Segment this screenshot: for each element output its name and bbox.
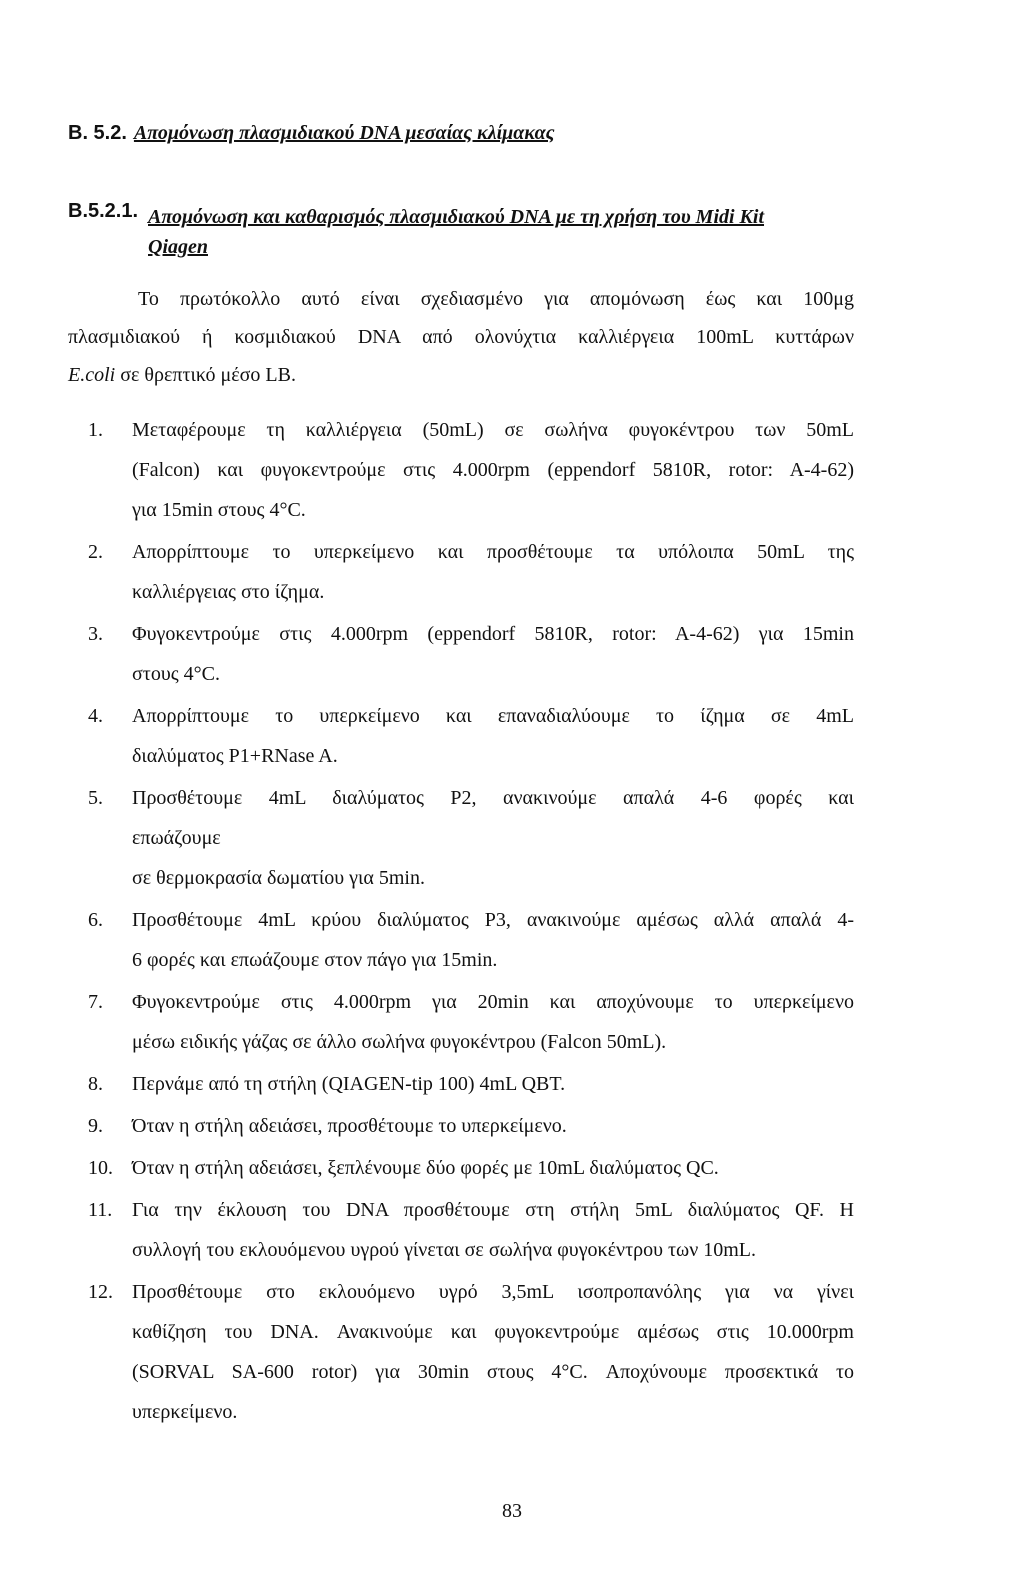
step-line: Απορρίπτουμε το υπερκείμενο και επαναδιαλύουμε το ίζημα σε 4mL — [132, 705, 854, 727]
step-line: Φυγοκεντρούμε στις 4.000rpm για 20min και αποχύνουμε το υπερκείμενο — [132, 991, 854, 1013]
step-text — [132, 982, 854, 1062]
subsection-title-line2: Qiagen — [148, 236, 208, 258]
step-line: Προσθέτουμε 4mL διαλύματος P2, ανακινούμε απαλά 4-6 φορές και — [132, 787, 854, 809]
step-text — [132, 1106, 854, 1146]
step-number: 3. — [88, 623, 103, 645]
page-number: 83 — [502, 1500, 522, 1522]
section-title: Απομόνωση πλασμιδιακού DNA μεσαίας κλίμακας — [133, 122, 555, 144]
step-line: υπερκείμενο. — [132, 1401, 238, 1423]
step-line: Για την έκλουση του DNA προσθέτουμε στη στήλη 5mL διαλύματος QF. Η — [132, 1199, 854, 1221]
step-text — [132, 410, 854, 530]
step-number: 11. — [88, 1199, 113, 1221]
step-number: 5. — [88, 787, 103, 809]
step-line: Μεταφέρουμε τη καλλιέργεια (50mL) σε σωλήνα φυγοκέντρου των 50mL — [132, 419, 854, 441]
step-text — [132, 1148, 854, 1188]
step-line: Προσθέτουμε στο εκλουόμενο υγρό 3,5mL ισοπροπανόλης για να γίνει — [132, 1281, 854, 1303]
step-line: Όταν η στήλη αδειάσει, προσθέτουμε το υπερκείμενο. — [132, 1115, 567, 1137]
step-line: διαλύματος P1+RNase A. — [132, 745, 338, 767]
step-text — [132, 1064, 854, 1104]
step-number: 10. — [88, 1157, 113, 1179]
step-line: για 15min στους 4°C. — [132, 499, 306, 521]
step-text — [132, 532, 854, 612]
step-line: επωάζουμε — [132, 827, 221, 849]
step-line: Όταν η στήλη αδειάσει, ξεπλένουμε δύο φορές με 10mL διαλύματος QC. — [132, 1157, 719, 1179]
step-text — [132, 696, 854, 776]
section-heading — [68, 122, 555, 145]
step-line: 6 φορές και επωάζουμε στον πάγο για 15min. — [132, 949, 498, 971]
step-number: 12. — [88, 1281, 113, 1303]
step-number: 7. — [88, 991, 103, 1013]
step-line: Φυγοκεντρούμε στις 4.000rpm (eppendorf 5810R, rotor: A-4-62) για 15min — [132, 623, 854, 645]
subsection-title-line1: Απομόνωση και καθαρισμός πλασμιδιακού DNA με τη χρήση του Midi Kit — [148, 206, 765, 228]
step-line: στους 4°C. — [132, 663, 220, 685]
step-line: Περνάμε από τη στήλη (QIAGEN-tip 100) 4mL QBT. — [132, 1073, 566, 1095]
step-line: συλλογή του εκλουόμενου υγρού γίνεται σε σωλήνα φυγοκέντρου των 10mL. — [132, 1239, 757, 1261]
step-number: 9. — [88, 1115, 103, 1137]
step-line: σε θερμοκρασία δωματίου για 5min. — [132, 867, 425, 889]
organism-name: E.coli — [68, 364, 116, 386]
step-text — [132, 778, 854, 898]
step-text — [132, 900, 854, 980]
section-code: Β. 5.2. — [68, 122, 127, 144]
subsection-code: Β.5.2.1. — [68, 200, 139, 222]
step-number: 1. — [88, 419, 103, 441]
step-line: καθίζηση του DNA. Ανακινούμε και φυγοκεντρούμε αμέσως στις 10.000rpm — [132, 1321, 854, 1343]
intro-paragraph — [68, 280, 854, 394]
step-line: (SORVAL SA-600 rotor) για 30min στους 4°C. Αποχύνουμε προσεκτικά το — [132, 1361, 854, 1383]
step-line: Απορρίπτουμε το υπερκείμενο και προσθέτουμε τα υπόλοιπα 50mL της — [132, 541, 854, 563]
step-text — [132, 1190, 854, 1270]
step-line: Προσθέτουμε 4mL κρύου διαλύματος P3, ανακινούμε αμέσως αλλά απαλά 4- — [132, 909, 854, 931]
intro-line-1: Το πρωτόκολλο αυτό είναι σχεδιασμένο για απομόνωση έως και 100μg — [138, 288, 854, 310]
intro-line-2: πλασμιδιακού ή κοσμιδιακού DNA από ολονύχτια καλλιέργεια 100mL κυττάρων — [68, 326, 854, 348]
step-number: 2. — [88, 541, 103, 563]
step-line: (Falcon) και φυγοκεντρούμε στις 4.000rpm (eppendorf 5810R, rotor: A-4-62) — [132, 459, 854, 481]
step-text — [132, 1272, 854, 1432]
step-line: καλλιέργειας στο ίζημα. — [132, 581, 325, 603]
step-number: 4. — [88, 705, 103, 727]
step-number: 8. — [88, 1073, 103, 1095]
step-line: μέσω ειδικής γάζας σε άλλο σωλήνα φυγοκέντρου (Falcon 50mL). — [132, 1031, 667, 1053]
intro-line-3: E.coli σε θρεπτικό μέσο LB. — [68, 364, 296, 386]
step-text — [132, 614, 854, 694]
step-number: 6. — [88, 909, 103, 931]
